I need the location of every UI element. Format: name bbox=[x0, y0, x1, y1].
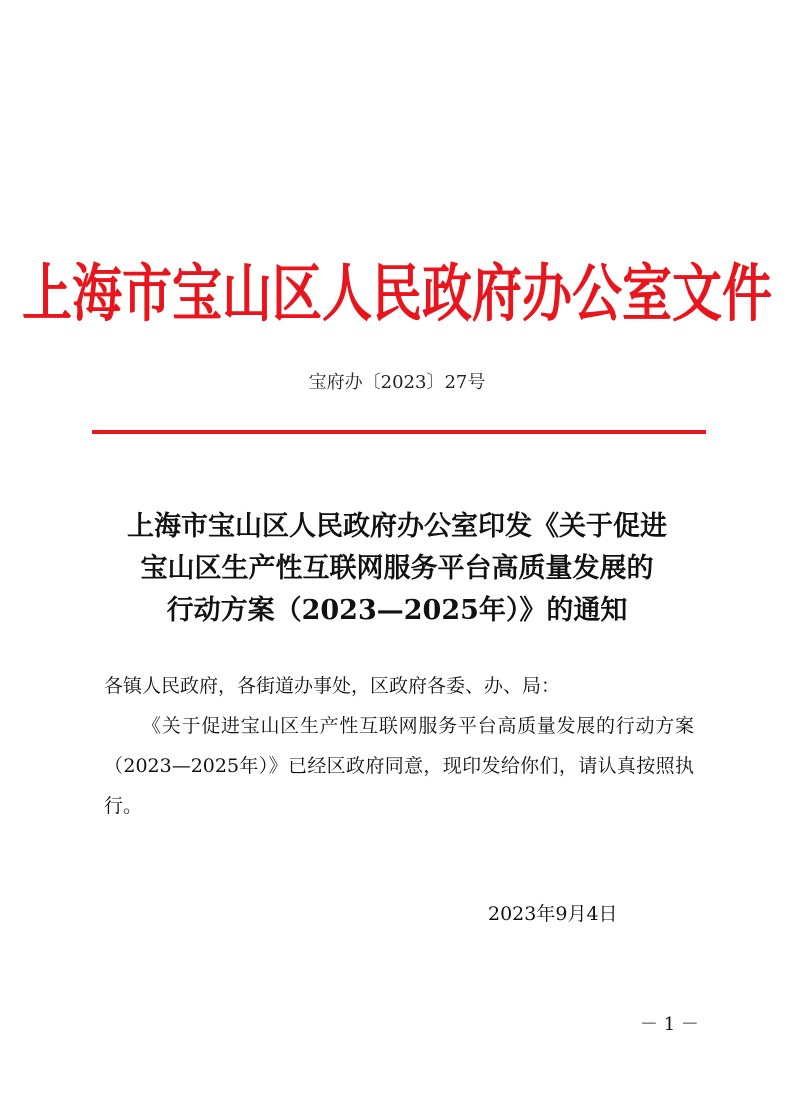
document-number: 宝府办〔2023〕27号 bbox=[308, 372, 486, 393]
title-line-1: 上海市宝山区人民政府办公室印发《关于促进 bbox=[127, 511, 667, 542]
title-line-3: 行动方案（2023—2025年）》的通知 bbox=[166, 595, 628, 626]
document-masthead: 上海市宝山区人民政府办公室文件 bbox=[22, 257, 772, 330]
issue-date: 2023年9月4日 bbox=[488, 903, 618, 925]
title-line-2: 宝山区生产性互联网服务平台高质量发展的 bbox=[140, 553, 654, 584]
document-body bbox=[104, 666, 694, 826]
addressee-line: 各镇人民政府，各街道办事处，区政府各委、办、局： bbox=[104, 675, 561, 697]
page-number: － 1 － bbox=[640, 1014, 699, 1035]
document-title bbox=[100, 506, 694, 632]
red-divider-line bbox=[92, 430, 706, 434]
body-paragraph: 《关于促进宝山区生产性互联网服务平台高质量发展的行动方案（2023—2025年）》已经区政府同意，现印发给你们，请认真按照执行。 bbox=[104, 715, 694, 817]
